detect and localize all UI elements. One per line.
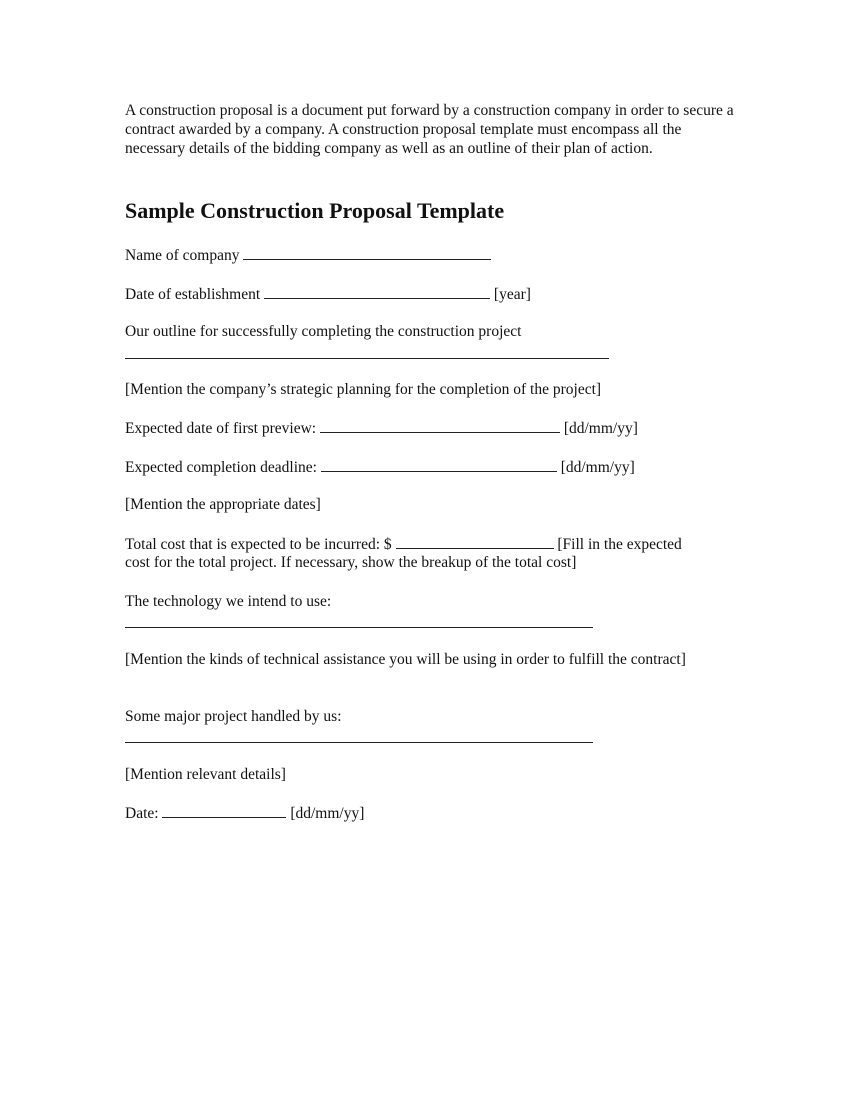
- outline-blank[interactable]: [125, 358, 609, 359]
- completion-label: Expected completion deadline:: [125, 459, 317, 476]
- technology-blank[interactable]: [125, 627, 593, 628]
- major-project-label: Some major project handled by us:: [125, 708, 342, 725]
- first-preview-blank[interactable]: [320, 418, 560, 433]
- cost-hint-line2: cost for the total project. If necessary, show the breakup of the total cost]: [125, 554, 577, 571]
- cost-label: Total cost that is expected to be incurred: $: [125, 536, 392, 553]
- date-label: Date:: [125, 805, 159, 822]
- first-preview-row: [125, 418, 638, 438]
- date-blank[interactable]: [162, 803, 286, 818]
- establishment-label: Date of establishment: [125, 286, 261, 303]
- establishment-row: [125, 284, 531, 304]
- date-hint: [dd/mm/yy]: [290, 805, 365, 822]
- cost-hint-line1: [Fill in the expected: [557, 536, 682, 553]
- cost-blank[interactable]: [396, 534, 554, 549]
- first-preview-hint: [dd/mm/yy]: [563, 420, 638, 437]
- outline-hint: [Mention the company’s strategic planning for the completion of the project]: [125, 381, 602, 398]
- completion-hint: [dd/mm/yy]: [560, 459, 635, 476]
- cost-row: [125, 534, 682, 554]
- major-project-hint: [Mention relevant details]: [125, 766, 286, 783]
- intro-paragraph: A construction proposal is a document put forward by a construction company in order to secure a contract awarded by a company. A construction proposal template must encompass all the necessary details of the bidding company as well as an outline of their plan of action.: [125, 102, 734, 157]
- technology-label: The technology we intend to use:: [125, 593, 332, 610]
- establishment-blank[interactable]: [264, 284, 490, 299]
- page-title: Sample Construction Proposal Template: [125, 198, 505, 223]
- company-name-label: Name of company: [125, 247, 240, 264]
- first-preview-label: Expected date of first preview:: [125, 420, 317, 437]
- company-name-row: [125, 245, 491, 265]
- outline-label: Our outline for successfully completing the construction project: [125, 323, 522, 340]
- dates-hint: [Mention the appropriate dates]: [125, 496, 321, 513]
- completion-row: [125, 457, 635, 477]
- date-row: [125, 803, 364, 823]
- major-project-blank[interactable]: [125, 742, 593, 743]
- technology-hint: [Mention the kinds of technical assistance you will be using in order to fulfill the contract]: [125, 651, 686, 668]
- completion-blank[interactable]: [321, 457, 557, 472]
- establishment-hint: [year]: [493, 286, 531, 303]
- company-name-blank[interactable]: [243, 245, 491, 260]
